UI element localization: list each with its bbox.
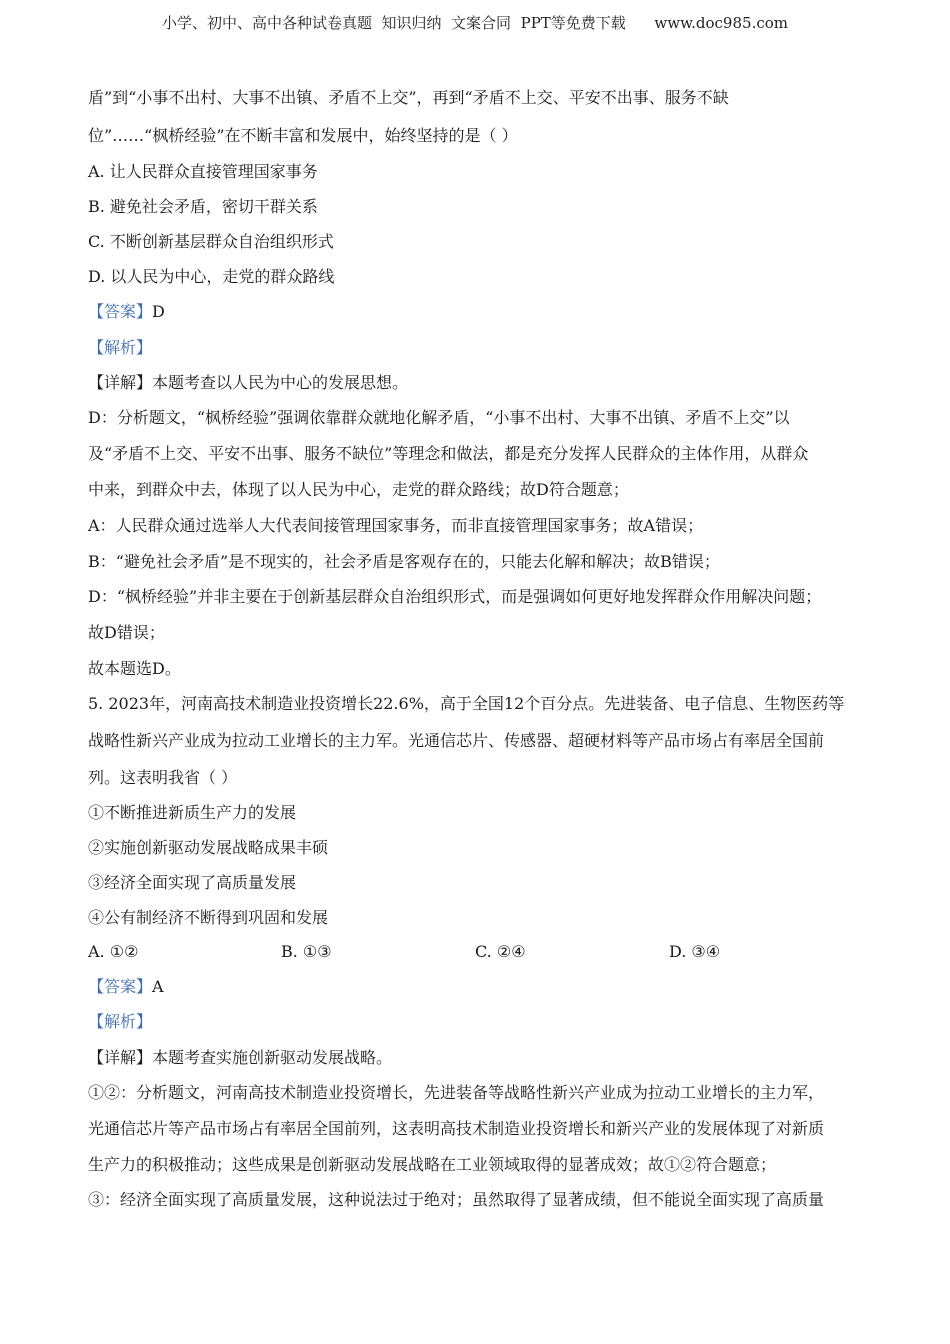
q4-option-b: B. 避免社会矛盾，密切干群关系 [88,197,318,216]
q5-detail-line: 光通信芯片等产品市场占有率居全国前列，这表明高技术制造业投资增长和新兴产业的发展体现了对新质 [88,1119,825,1138]
q5-choice-c: C. ②④ [475,942,526,961]
q5-statement: ④公有制经济不断得到巩固和发展 [88,908,329,927]
q4-detail-line: A：人民群众通过选举人大代表间接管理国家事务，而非直接管理国家事务；故A错误； [88,516,704,535]
page-header: 小学、初中、高中各种试卷真题 知识归纳 文案合同 PPT等免费下载 www.doc985.com [161,14,788,32]
answer-value: D [152,302,165,321]
q5-choice-b: B. ①③ [281,942,332,961]
q4-answer [88,302,165,322]
q4-detail-line: B：“避免社会矛盾”是不现实的，社会矛盾是客观存在的，只能去化解和解决；故B错误； [88,552,720,571]
q5-stem-line: 列。这表明我省（ ） [88,768,238,787]
q4-detail-line: 【详解】本题考查以人民为中心的发展思想。 [88,373,409,392]
q4-stem-line: 位”……“枫桥经验”在不断丰富和发展中，始终坚持的是（ ） [88,126,518,145]
q5-stem-line: 战略性新兴产业成为拉动工业增长的主力军。光通信芯片、传感器、超硬材料等产品市场占有率居全国前 [88,731,825,750]
q4-detail-line: 中来，到群众中去，体现了以人民为中心，走党的群众路线；故D符合题意； [88,480,629,499]
q5-statement: ①不断推进新质生产力的发展 [88,803,297,822]
q4-detail-line: 故本题选D。 [88,659,181,678]
q4-option-d: D. 以人民为中心，走党的群众路线 [88,267,335,286]
q5-choice-d: D. ③④ [669,942,721,961]
q4-option-c: C. 不断创新基层群众自治组织形式 [88,232,334,251]
q5-detail-line: ①②：分析题文，河南高技术制造业投资增长，先进装备等战略性新兴产业成为拉动工业增长的主力军， [88,1083,825,1102]
q4-detail-line: D：“枫桥经验”并非主要在于创新基层群众自治组织形式，而是强调如何更好地发挥群众作用解决问题； [88,587,822,606]
answer-tag: 【答案】 [88,302,153,321]
q5-answer [88,977,164,997]
q5-analysis-tag: 【解析】 [88,1012,153,1031]
q4-detail-line: D：分析题文，“枫桥经验”强调依靠群众就地化解矛盾，“小事不出村、大事不出镇、矛盾不上交”以 [88,408,790,427]
answer-value: A [152,977,164,996]
q4-stem-line: 盾”到“小事不出村、大事不出镇、矛盾不上交”，再到“矛盾不上交、平安不出事、服务不缺 [88,88,729,107]
q5-detail-line: ③：经济全面实现了高质量发展，这种说法过于绝对；虽然取得了显著成绩，但不能说全面实现了高质量 [88,1190,825,1209]
q4-detail-line: 故D错误； [88,623,165,642]
q5-statement: ③经济全面实现了高质量发展 [88,873,297,892]
q5-detail-line: 生产力的积极推动；这些成果是创新驱动发展战略在工业领域取得的显著成效；故①②符合题意； [88,1155,777,1174]
q5-statement: ②实施创新驱动发展战略成果丰硕 [88,838,329,857]
q5-stem-line: 5. 2023年，河南高技术制造业投资增长22.6%，高于全国12个百分点。先进装备、电子信息、生物医药等 [88,694,845,713]
q4-detail-line: 及“矛盾不上交、平安不出事、服务不缺位”等理念和做法，都是充分发挥人民群众的主体作用，从群众 [88,444,809,463]
answer-tag: 【答案】 [88,977,153,996]
q5-choice-a: A. ①② [88,942,139,961]
q4-analysis-tag: 【解析】 [88,338,153,357]
q4-option-a: A. 让人民群众直接管理国家事务 [88,162,318,181]
q5-detail-line: 【详解】本题考查实施创新驱动发展战略。 [88,1048,393,1067]
